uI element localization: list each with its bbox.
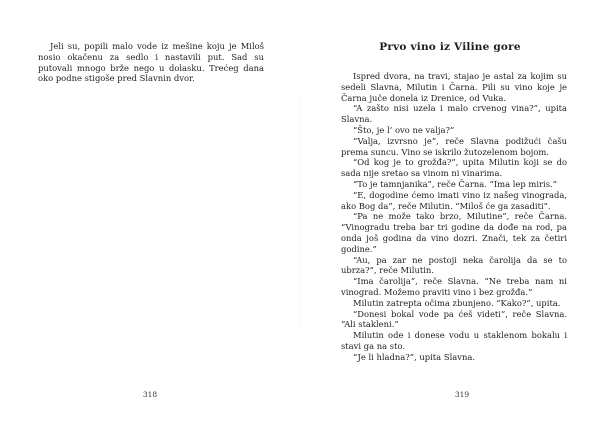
paragraph: “E, dogodine ćemo imati vino iz našeg vinograda, ako Bog da”, reče Milutin. “Miloš će ga zasaditi”. — [341, 189, 567, 211]
left-page-text — [38, 41, 264, 84]
paragraph: “A zašto nisi uzela i malo crvenog vina?”, upita Slavna. — [341, 103, 567, 125]
paragraph: Ispred dvora, na travi, stajao je astal za kojim su sedeli Slavna, Milutin i Čarna. Pili su vino koje je Čarna juče donela iz Drenice, od Vuka. — [341, 71, 567, 103]
paragraph: “Je li hladna?”, upita Slavna. — [353, 351, 476, 362]
paragraph: “Što, je l’ ovo ne valja?” — [353, 124, 455, 135]
right-page-text — [341, 71, 567, 363]
paragraph: “To je tamnjanika”, reče Čarna. “Ima lep miris.” — [353, 178, 557, 189]
paragraph: “Donesi bokal vode pa ćeš videti”, reče Slavna. “Ali stakleni.” — [341, 308, 567, 330]
page-number-right: 319 — [454, 390, 470, 399]
paragraph: Jeli su, popili malo vode iz mešine koju je Miloš nosio okačenu za sedlo i nastavili put. Sad su putovali mnogo brže nego u dolasku. Trećeg dana oko podne stigoše pred Slavnin dvor. — [38, 41, 264, 84]
page-number-left: 318 — [142, 390, 158, 399]
paragraph: Milutin zatrepta očima zbunjeno. “Kako?”, upita. — [353, 297, 561, 308]
paragraph: “Ima čarolija”, reče Slavna. “Ne treba nam ni vinograd. Možemo praviti vino i bez grožđa.” — [341, 276, 567, 297]
right-page — [300, 0, 600, 424]
chapter-title: Prvo vino iz Viline gore — [379, 41, 521, 53]
paragraph: Milutin ode i donese vodu u staklenom bokalu i stavi ga na sto. — [341, 330, 567, 351]
paragraph: “Od kog je to grožđa?”, upita Milutin koji se do sada nije sretao sa vinom ni vinarima. — [341, 157, 567, 179]
paragraph: “Valja, izvrsno je”, reče Slavna podižući čašu prema suncu. Vino se iskrilo žutozelenom bojom. — [341, 135, 567, 157]
paragraph: “Au, pa zar ne postoji neka čarolija da se to ubrza?”, reče Milutin. — [341, 254, 567, 276]
paragraph: “Pa ne može tako brzo, Milutine”, reče Čarna. “Vinogradu treba bar tri godine da dođe na rod, pa onda još godina da vino dozri. Znači, tek za četiri godine.” — [341, 211, 567, 254]
